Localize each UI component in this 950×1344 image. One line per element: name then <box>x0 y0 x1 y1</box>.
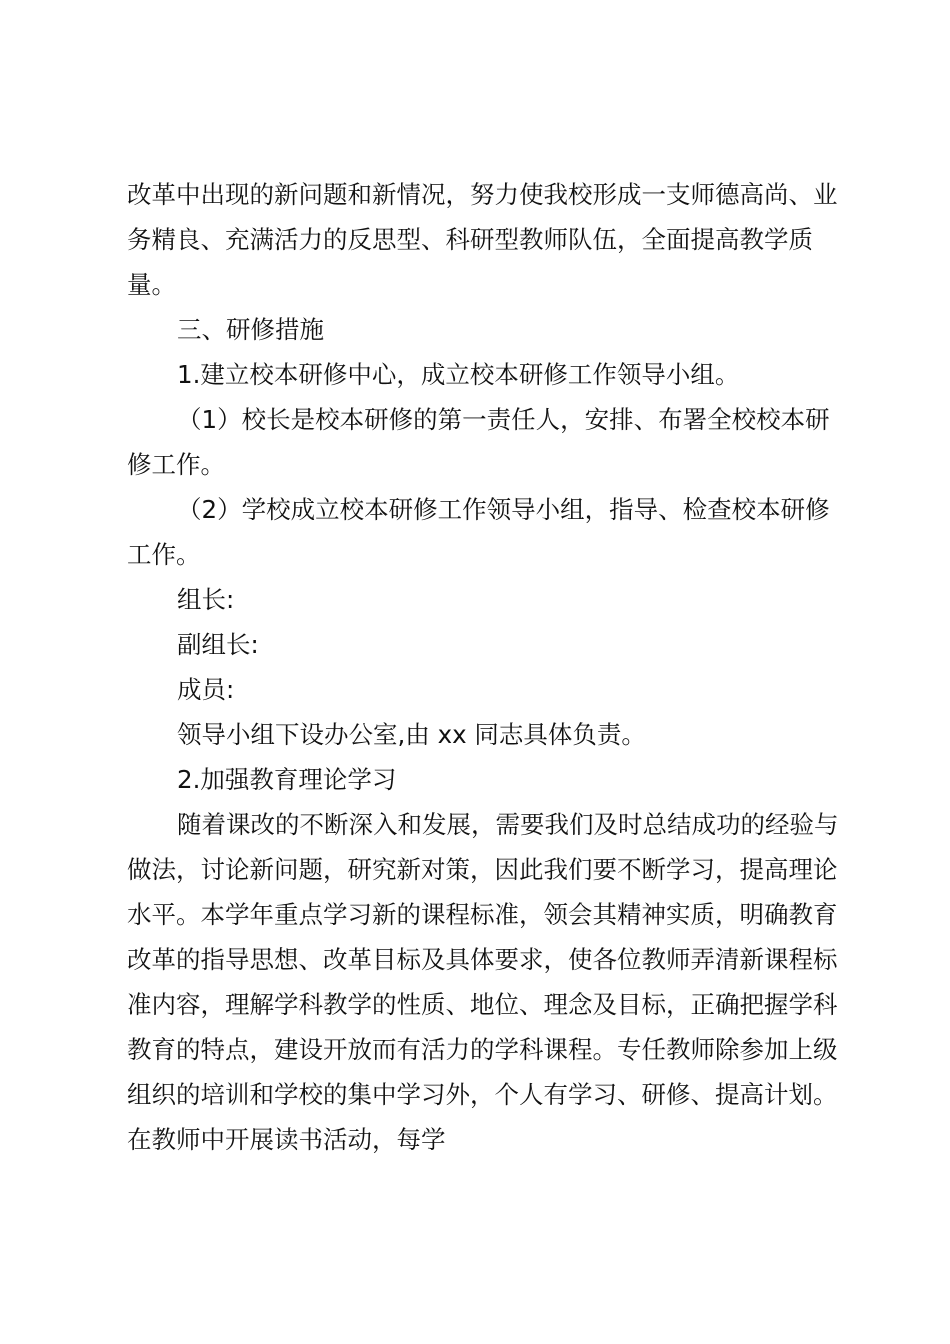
group-leader-line: 组长: <box>177 585 235 614</box>
deputy-leader-line: 副组长: <box>177 630 259 659</box>
paragraph-reform-goal: 改革中出现的新问题和新情况，努力使我校形成一支师德高尚、业务精良、充满活力的反思型、科研型教师队伍，全面提高教学质量。 <box>127 180 838 299</box>
item-2-theory-study: 2.加强教育理论学习 <box>177 765 397 794</box>
paragraph-study-plan: 随着课改的不断深入和发展，需要我们及时总结成功的经验与做法，讨论新问题，研究新对策，因此我们要不断学习，提高理论水平。本学年重点学习新的课程标准，领会其精神实质，明确教育改革的指导思想、改革目标及具体要求，使各位教师弄清新课程标准内容，理解学科教学的性质、地位、理念及目标，正确把握学科教育的特点，建设开放而有活力的学科课程。专任教师除参加上级组织的培训和学校的集中学习外，个人有学习、研修、提高计划。在教师中开展读书活动，每学 <box>127 810 839 1154</box>
document-body <box>127 172 839 1162</box>
members-line: 成员: <box>177 675 235 704</box>
office-responsibility-line: 领导小组下设办公室,由 xx 同志具体负责。 <box>177 720 646 749</box>
subitem-1-principal: （1）校长是校本研修的第一责任人，安排、布署全校校本研修工作。 <box>127 405 830 479</box>
subitem-2-leadership-group: （2）学校成立校本研修工作领导小组，指导、检查校本研修工作。 <box>127 495 830 569</box>
heading-research-measures: 三、研修措施 <box>177 315 324 344</box>
item-1-establish-center: 1.建立校本研修中心，成立校本研修工作领导小组。 <box>177 360 740 389</box>
